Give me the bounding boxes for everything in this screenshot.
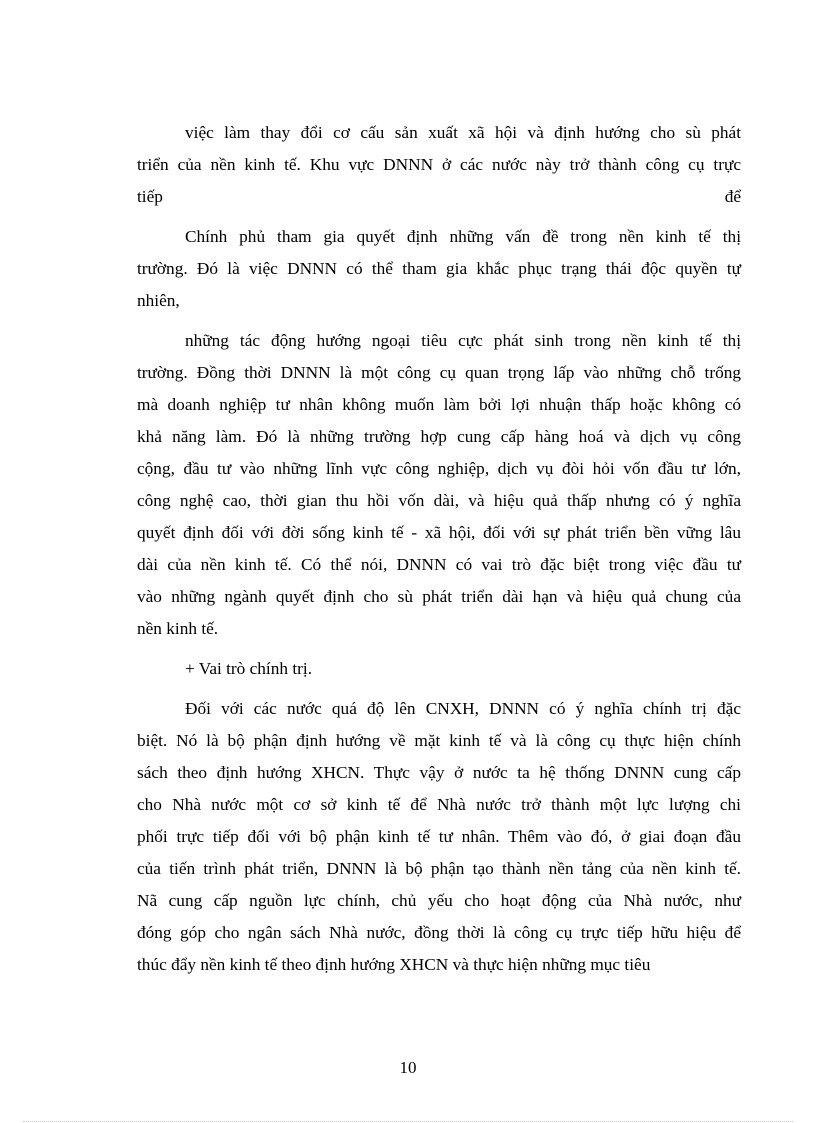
text-word: tiếp — [137, 187, 163, 206]
text-line: khả năng làm. Đó là những trường hợp cung cấp hàng hoá và dịch vụ công — [137, 427, 741, 446]
text-line: trường. Đồng thời DNNN là một công cụ quan trọng lấp vào những chỗ trống — [137, 363, 741, 382]
text-word: để — [724, 187, 741, 206]
text-line-split — [137, 181, 741, 213]
text-line: biệt. Nó là bộ phận định hướng về mặt kinh tế và là công cụ thực hiện chính — [137, 731, 741, 750]
text-line: những tác động hướng ngoại tiêu cực phát sinh trong nền kinh tế thị — [185, 331, 741, 350]
text-line: nền kinh tế. — [137, 619, 219, 638]
text-line: việc làm thay đổi cơ cấu sản xuất xã hội và định hướng cho sù phát — [185, 123, 741, 142]
text-line: dài của nền kinh tế. Có thể nói, DNNN có vai trò đặc biệt trong việc đầu tư — [137, 555, 741, 574]
text-line: thúc đẩy nền kinh tế theo định hướng XHCN và thực hiện những mục tiêu — [137, 955, 651, 974]
section-heading: + Vai trò chính trị. — [185, 659, 313, 678]
text-line: cộng, đầu tư vào những lĩnh vực công nghiệp, dịch vụ đòi hỏi vốn đầu tư lớn, — [137, 459, 741, 478]
text-line: phối trực tiếp đối với bộ phận kinh tế tư nhân. Thêm vào đó, ở giai đoạn đầu — [137, 827, 741, 846]
text-line: trường. Đó là việc DNNN có thể tham gia khắc phục trạng thái độc quyền tự — [137, 259, 741, 278]
text-line: mà doanh nghiệp tư nhân không muốn làm bởi lợi nhuận thấp hoặc không có — [137, 395, 741, 414]
text-line: nhiên, — [137, 291, 180, 310]
page-number: 10 — [399, 1058, 417, 1077]
paragraph-2 — [137, 221, 741, 317]
text-line: quyết định đối với đời sống kinh tế - xã hội, đối với sự phát triển bền vững lâu — [137, 523, 741, 542]
page-edge-divider — [23, 1121, 793, 1122]
text-line: vào những ngành quyết định cho sù phát triển dài hạn và hiệu quả chung của — [137, 587, 741, 606]
text-line: Chính phủ tham gia quyết định những vấn đề trong nền kinh tế thị — [185, 227, 741, 246]
page-body — [137, 117, 741, 981]
text-line: sách theo định hướng XHCN. Thực vậy ở nước ta hệ thống DNNN cung cấp — [137, 763, 741, 782]
text-line: Đối với các nước quá độ lên CNXH, DNNN có ý nghĩa chính trị đặc — [185, 699, 741, 718]
paragraph-3 — [137, 325, 741, 645]
text-line: cho Nhà nước một cơ sở kinh tế để Nhà nước trở thành một lực lượng chi — [137, 795, 741, 814]
paragraph-4 — [137, 693, 741, 981]
text-line: đóng góp cho ngân sách Nhà nước, đồng thời là công cụ trực tiếp hữu hiệu để — [137, 923, 741, 942]
paragraph-1 — [137, 117, 741, 213]
text-line: công nghệ cao, thời gian thu hồi vốn dài, và hiệu quả thấp nhưng có ý nghĩa — [137, 491, 741, 510]
text-line: của tiến trình phát triển, DNNN là bộ phận tạo thành nền tảng của nền kinh tế. — [137, 859, 741, 878]
text-line: Nã cung cấp nguồn lực chính, chủ yếu cho hoạt động của Nhà nước, như — [137, 891, 741, 910]
text-line: triển của nền kinh tế. Khu vực DNNN ở các nước này trở thành công cụ trực — [137, 155, 741, 174]
